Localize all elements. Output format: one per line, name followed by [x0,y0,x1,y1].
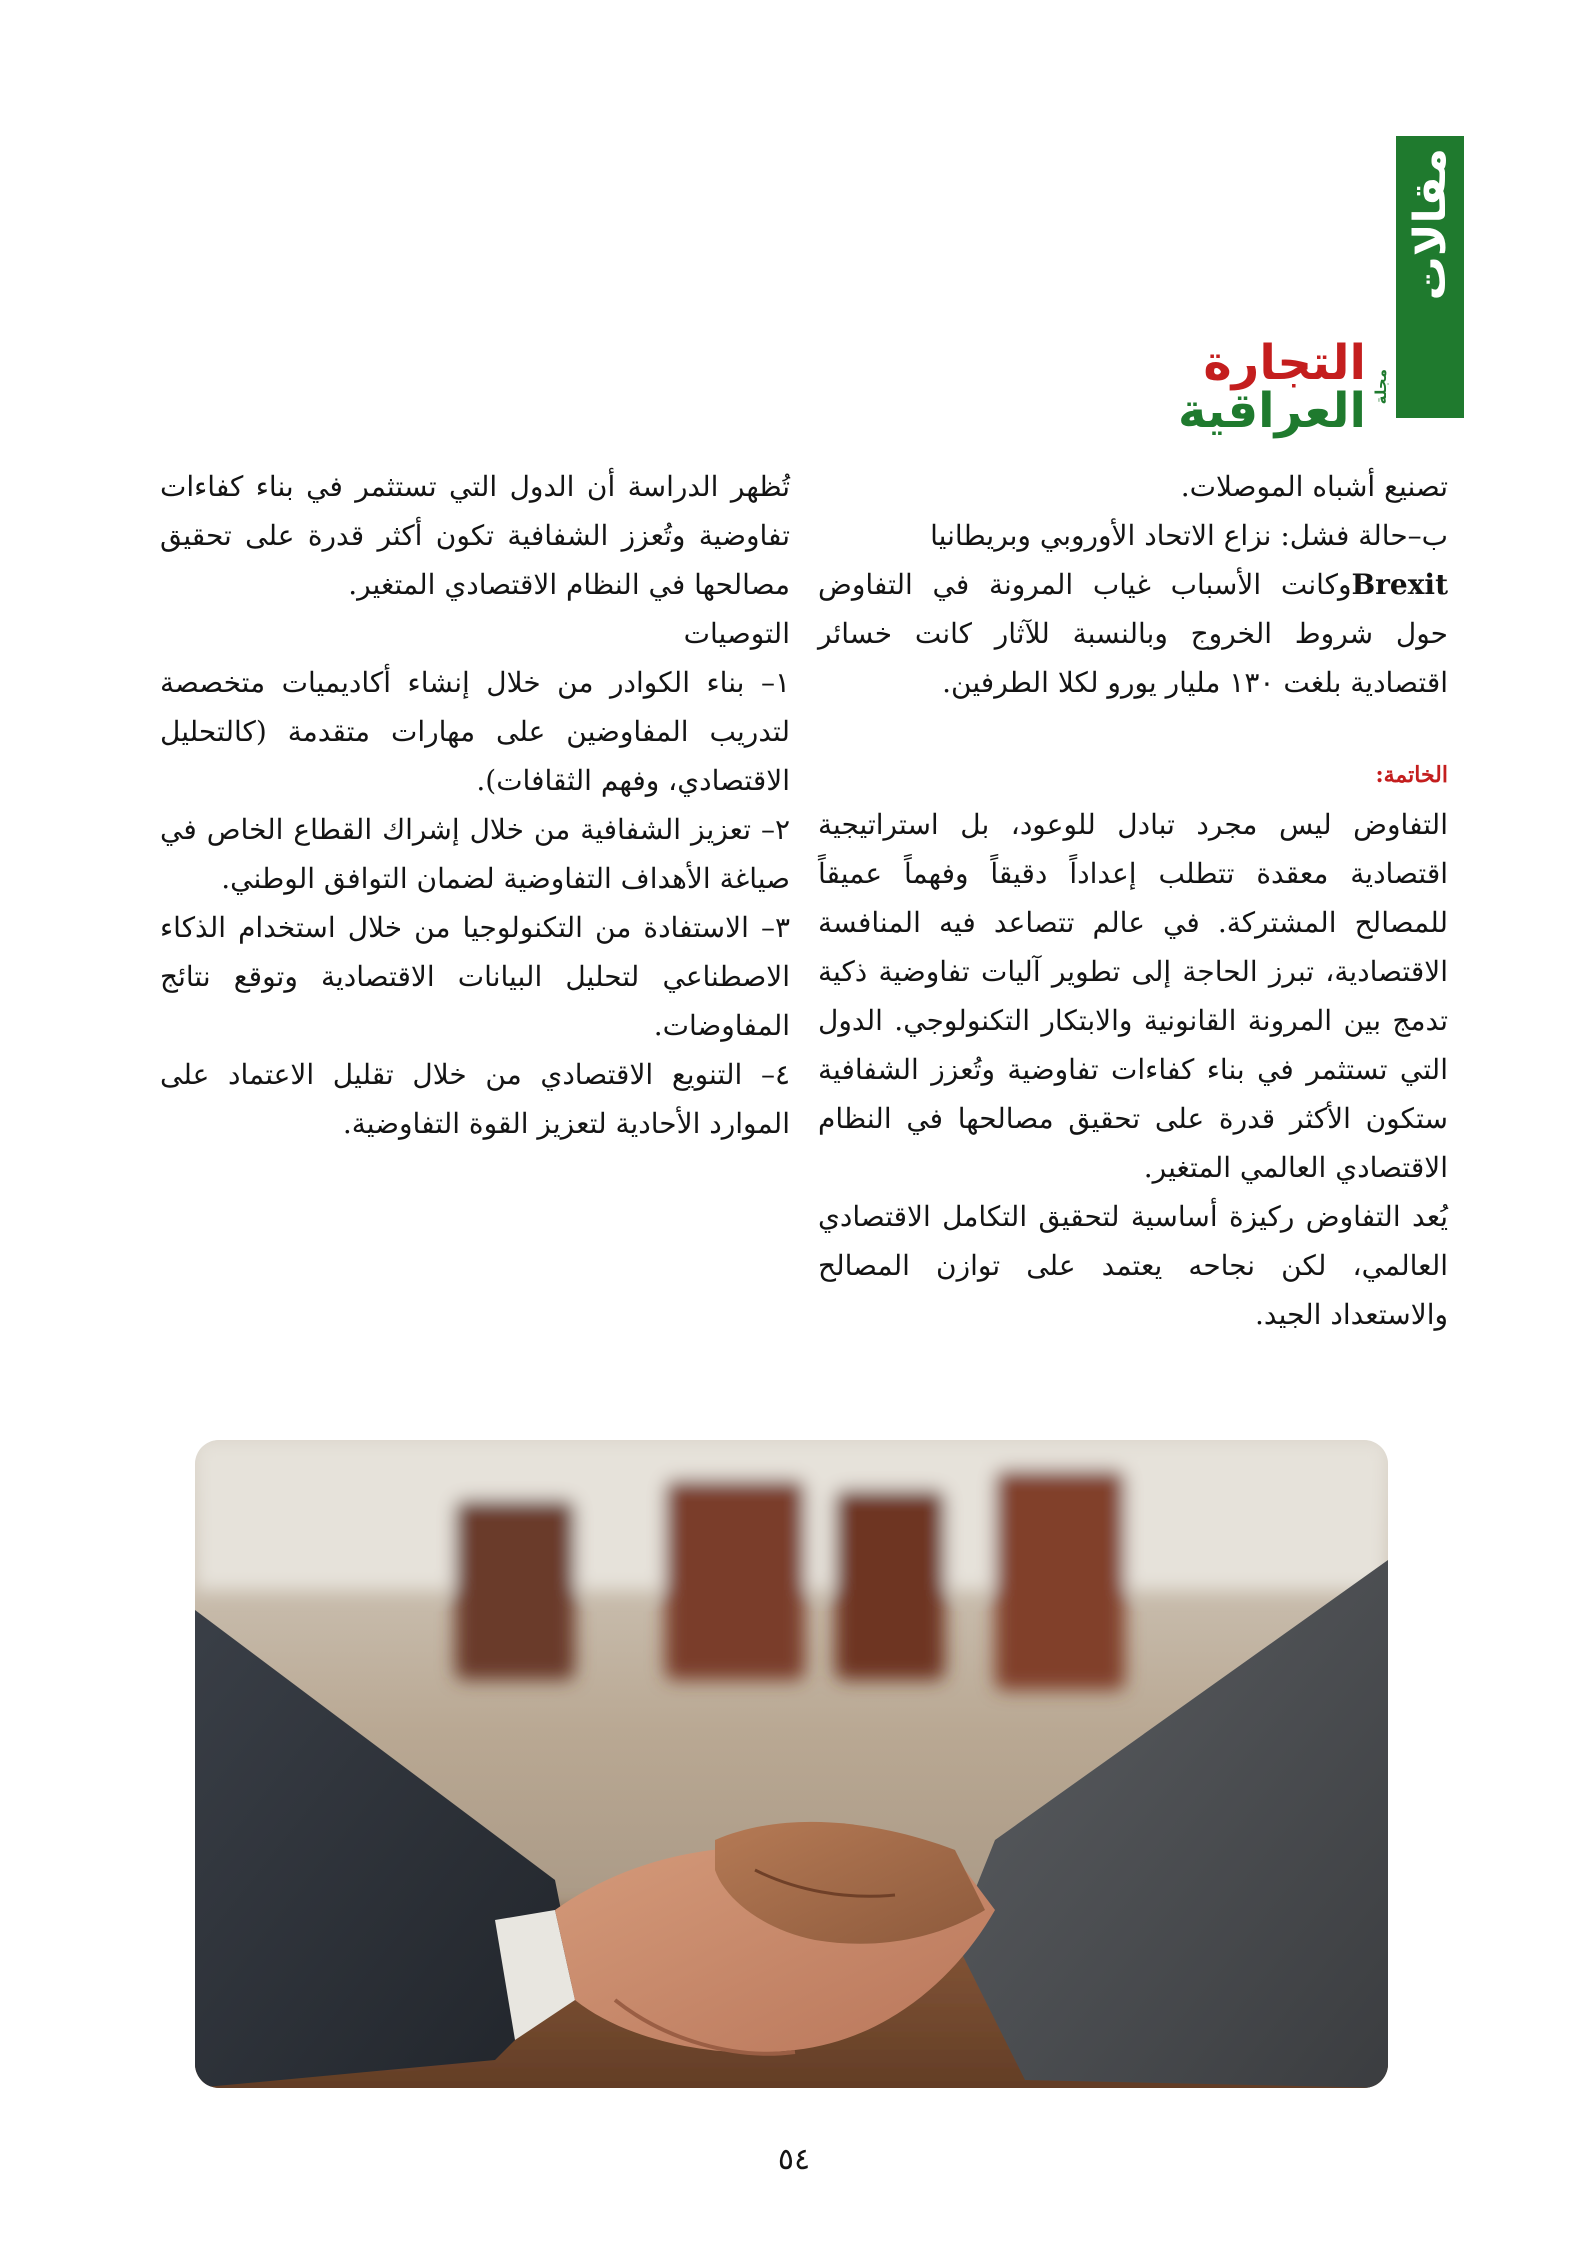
section-tab [1396,136,1464,418]
brexit-term: Brexit [1351,568,1448,601]
recommendation-item: ١– بناء الكوادر من خلال إنشاء أكاديميات متخصصة لتدريب المفاوضين على مهارات متقدمة (كالتحليل الاقتصادي، وفهم الثقافات). [160,666,790,797]
recommendations-heading: التوصيات [683,617,790,650]
paragraph [818,511,1448,707]
page-number: ٥٤ [777,2142,811,2177]
paragraph: تصنيع أشباه الموصلات. [1180,470,1448,503]
recommendation-item: ٤– التنويع الاقتصادي من خلال تقليل الاعتماد على الموارد الأحادية لتعزيز القوة التفاوضية. [160,1058,790,1140]
recommendation-item: ٢– تعزيز الشفافية من خلال إشراك القطاع الخاص في صياغة الأهداف التفاوضية لضمان التوافق الوطني. [160,813,790,895]
masthead-word-2: العراقية [1177,383,1366,439]
left-column [160,462,790,1148]
magazine-masthead [1060,335,1390,439]
paragraph: تُظهر الدراسة أن الدول التي تستثمر في بناء كفاءات تفاوضية وتُعزز الشفافية تكون أكثر قدرة على تحقيق مصالحها في النظام الاقتصادي المتغير. [160,470,790,601]
paragraph-rest: وكانت الأسباب غياب المرونة في التفاوض حول شروط الخروج وبالنسبة للآثار كانت خسائر اقتصادية بلغت ١٣٠ مليار يورو لكلا الطرفين. [818,568,1448,699]
right-column [818,462,1448,1339]
masthead-word-1: التجارة [1203,335,1366,391]
masthead-small-label: مجلة [1372,369,1390,405]
masthead-title [1060,335,1366,439]
handshake-illustration [195,1440,1388,2088]
paragraph: التفاوض ليس مجرد تبادل للوعود، بل استراتيجية اقتصادية معقدة تتطلب إعداداً دقيقاً وفهماً عميقاً للمصالح المشتركة. في عالم تتصاعد فيه المنافسة الاقتصادية، تبرز الحاجة إلى تطوير آليات تفاوضية ذكية تدمج بين المرونة القانونية والابتكار التكنولوجي. الدول التي تستثمر في بناء كفاءات تفاوضية وتُعزز الشفافية ستكون الأكثر قدرة على تحقيق مصالحها في النظام الاقتصادي العالمي المتغير. [818,808,1448,1184]
paragraph-lead: ب–حالة فشل: نزاع الاتحاد الأوروبي وبريطانيا [930,519,1448,552]
conclusion-heading: الخاتمة: [1375,762,1448,788]
section-label: مقالات [1404,148,1456,301]
paragraph: يُعد التفاوض ركيزة أساسية لتحقيق التكامل الاقتصادي العالمي، لكن نجاحه يعتمد على توازن المصالح والاستعداد الجيد. [818,1200,1448,1331]
handshake-photo [195,1440,1388,2088]
recommendation-item: ٣– الاستفادة من التكنولوجيا من خلال استخدام الذكاء الاصطناعي لتحليل البيانات الاقتصادية وتوقع نتائج المفاوضات. [160,911,790,1042]
